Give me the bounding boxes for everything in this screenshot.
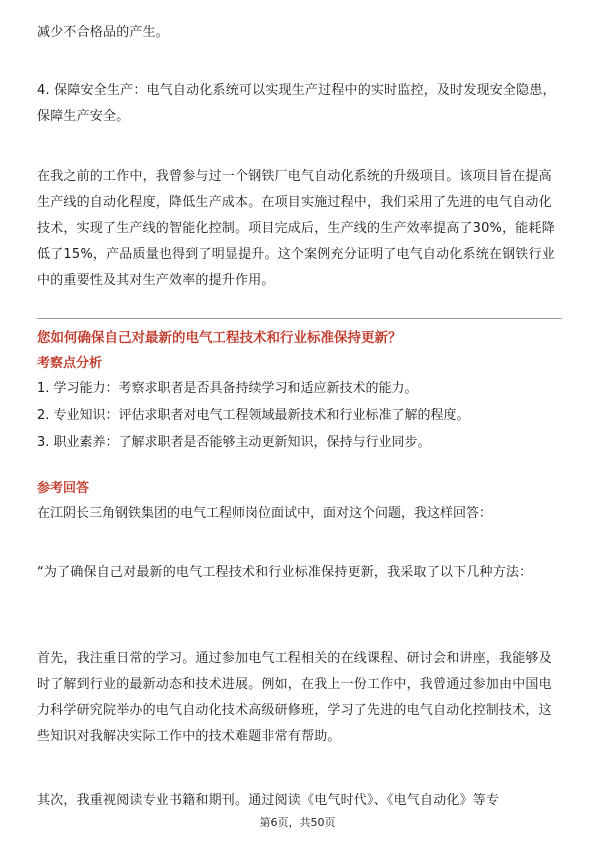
analysis-item-2: 2. 专业知识：评估求职者对电气工程领域最新技术和行业标准了解的程度。 <box>37 408 470 423</box>
page-number: 第6页，共50页 <box>259 816 336 829</box>
analysis-label: 考察点分析 <box>37 356 103 371</box>
point-4-safety: 4. 保障安全生产：电气自动化系统可以实现生产过程中的实时监控，及时发现安全隐患，保障生产安全。 <box>37 83 556 124</box>
answer-label: 参考回答 <box>37 481 90 496</box>
case-study-paragraph: 在我之前的工作中，我曾参与过一个钢铁厂电气自动化系统的升级项目。该项目旨在提高生产线的自动化程度，降低生产成本。在项目实施过程中，我们采用了先进的电气自动化技术，实现了生产线的智能化控制。项目完成后，生产线的生产效率提高了30%，能耗降低了15%，产品质量也得到了明显提升。这个案例充分证明了电气自动化系统在钢铁行业中的重要性及其对生产效率的提升作用。 <box>37 169 555 288</box>
analysis-item-3: 3. 职业素养：了解求职者是否能够主动更新知识，保持与行业同步。 <box>37 435 431 450</box>
answer-intro: 在江阴长三角钢铁集团的电气工程师岗位面试中，面对这个问题，我这样回答： <box>37 506 493 521</box>
question-title: 您如何确保自己对最新的电气工程技术和行业标准保持更新？ <box>37 330 402 346</box>
answer-paragraph-3: 其次，我重视阅读专业书籍和期刊。通过阅读《电气时代》、《电气自动化》等专 <box>37 793 500 808</box>
analysis-item-1: 1. 学习能力：考察求职者是否具备持续学习和适应新技术的能力。 <box>37 381 418 396</box>
continuation-text: 减少不合格品的产生。 <box>37 25 170 40</box>
answer-paragraph-2: 首先，我注重日常的学习。通过参加电气工程相关的在线课程、研讨会和讲座，我能够及时了解到行业的最新动态和技术进展。例如，在我上一份工作中，我曾通过参加由中国电力科学研究院举办的电气自动化技术高级研修班，学习了先进的电气自动化控制技术，这些知识对我解决实际工作中的技术难题非常有帮助。 <box>37 651 552 744</box>
answer-paragraph-1: “为了确保自己对最新的电气工程技术和行业标准保持更新，我采取了以下几种方法： <box>37 565 533 580</box>
section-divider <box>37 318 562 319</box>
